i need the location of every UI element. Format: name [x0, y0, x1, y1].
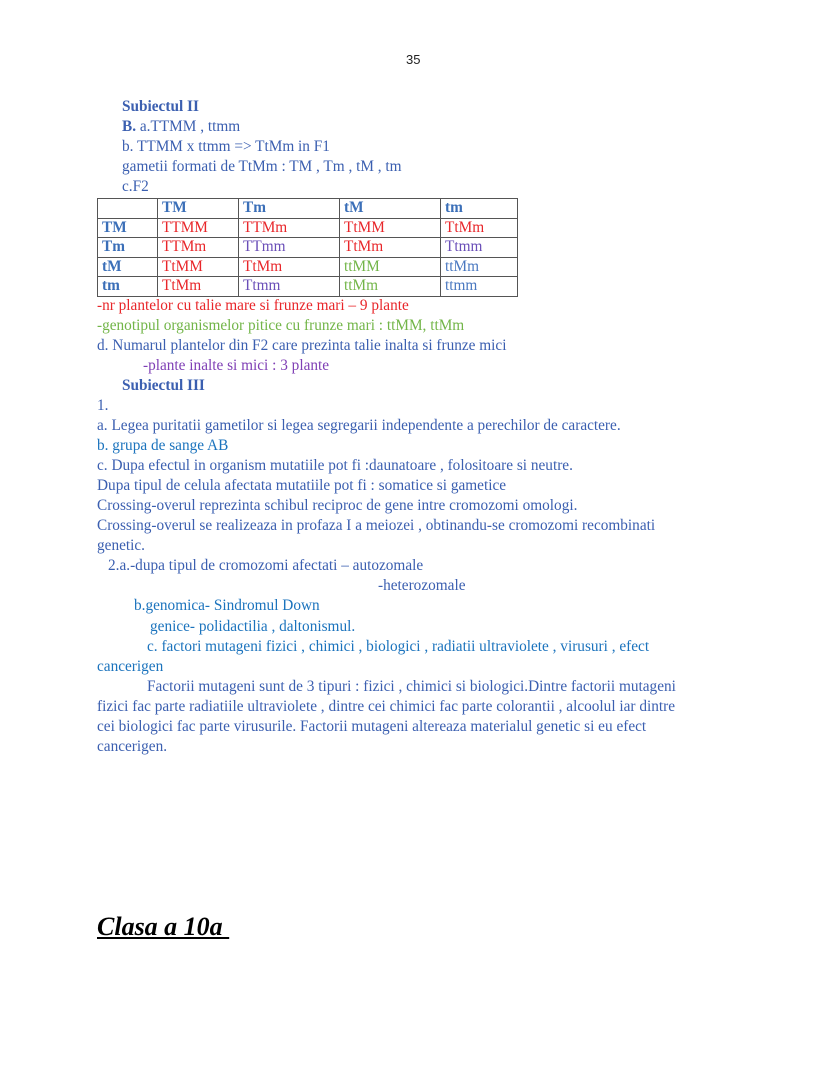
section-title: Clasa a 10a — [97, 912, 230, 941]
table-header-row — [98, 199, 518, 219]
text-line: c. factori mutageni fizici , chimici , biologici , radiatii ultraviolete , virusuri , efect — [147, 638, 650, 655]
row-header: tM — [98, 257, 158, 277]
cell: Ttmm — [239, 277, 340, 297]
header-cell: tM — [340, 199, 441, 219]
cell: TTMm — [158, 238, 239, 258]
text-line: 1. — [97, 397, 109, 414]
cell: TTmm — [239, 238, 340, 258]
b-label: B. — [122, 118, 137, 135]
page-number: 35 — [406, 52, 421, 67]
header-cell — [98, 199, 158, 219]
text-line: b.genomica- Sindromul Down — [134, 597, 320, 614]
text-line: Factorii mutageni sunt de 3 tipuri : fizici , chimici si biologici.Dintre factorii mutageni — [147, 678, 676, 695]
heading-subiectul-ii: Subiectul II — [122, 98, 199, 115]
text-line: -nr plantelor cu talie mare si frunze mari – 9 plante — [97, 297, 409, 314]
row-header: TM — [98, 218, 158, 238]
table-row — [98, 277, 518, 297]
cell: TtMm — [158, 277, 239, 297]
header-cell: tm — [441, 199, 518, 219]
cell: TTMM — [158, 218, 239, 238]
row-header: tm — [98, 277, 158, 297]
cell: ttMm — [340, 277, 441, 297]
text-line: Dupa tipul de celula afectata mutatiile pot fi : somatice si gametice — [97, 477, 507, 494]
table-row — [98, 218, 518, 238]
table-row — [98, 238, 518, 258]
row-header: Tm — [98, 238, 158, 258]
text-line: cancerigen. — [97, 738, 168, 755]
answer-b-a — [122, 117, 240, 137]
answer-b-a-text: a.TTMM , ttmm — [139, 118, 241, 135]
cell: TtMM — [158, 257, 239, 277]
text-line: d. Numarul plantelor din F2 care prezinta talie inalta si frunze mici — [97, 337, 507, 354]
text-line: -heterozomale — [378, 577, 466, 594]
text-line: genice- polidactilia , daltonismul. — [150, 618, 356, 635]
cell: TtMm — [239, 257, 340, 277]
cell: TtMm — [340, 238, 441, 258]
text-line: Crossing-overul se realizeaza in profaza I a meiozei , obtinandu-se cromozomi recombinati — [97, 517, 656, 534]
table-row — [98, 257, 518, 277]
heading-subiectul-iii: Subiectul III — [122, 377, 205, 394]
cell: ttmm — [441, 277, 518, 297]
text-line: 2.a.-dupa tipul de cromozomi afectati – autozomale — [108, 557, 424, 574]
cell: TtMm — [441, 218, 518, 238]
gametes-line: gametii formati de TtMm : TM , Tm , tM , tm — [122, 158, 402, 175]
header-cell: Tm — [239, 199, 340, 219]
text-line: c. Dupa efectul in organism mutatiile pot fi :daunatoare , folositoare si neutre. — [97, 457, 573, 474]
cell: ttMM — [340, 257, 441, 277]
text-line: -genotipul organismelor pitice cu frunze mari : ttMM, ttMm — [97, 317, 465, 334]
header-cell: TM — [158, 199, 239, 219]
cell: ttMm — [441, 257, 518, 277]
text-line: cancerigen — [97, 658, 164, 675]
punnett-square — [97, 198, 518, 297]
text-line: genetic. — [97, 537, 145, 554]
text-line: cei biologici fac parte virusurile. Factorii mutageni altereaza materialul genetic si eu efect — [97, 718, 647, 735]
text-line: Crossing-overul reprezinta schibul reciproc de gene intre cromozomi omologi. — [97, 497, 578, 514]
text-line: b. grupa de sange AB — [97, 437, 229, 454]
text-line: a. Legea puritatii gametilor si legea segregarii independente a perechilor de caractere. — [97, 417, 621, 434]
cell: Ttmm — [441, 238, 518, 258]
cell: TtMM — [340, 218, 441, 238]
cell: TTMm — [239, 218, 340, 238]
answer-b-b: b. TTMM x ttmm => TtMm in F1 — [122, 138, 330, 155]
text-line: -plante inalte si mici : 3 plante — [143, 357, 330, 374]
f2-label: c.F2 — [122, 178, 149, 195]
text-line: fizici fac parte radiatiile ultraviolete , dintre cei chimici fac parte colorantii , alcoolul iar dintre — [97, 698, 676, 715]
